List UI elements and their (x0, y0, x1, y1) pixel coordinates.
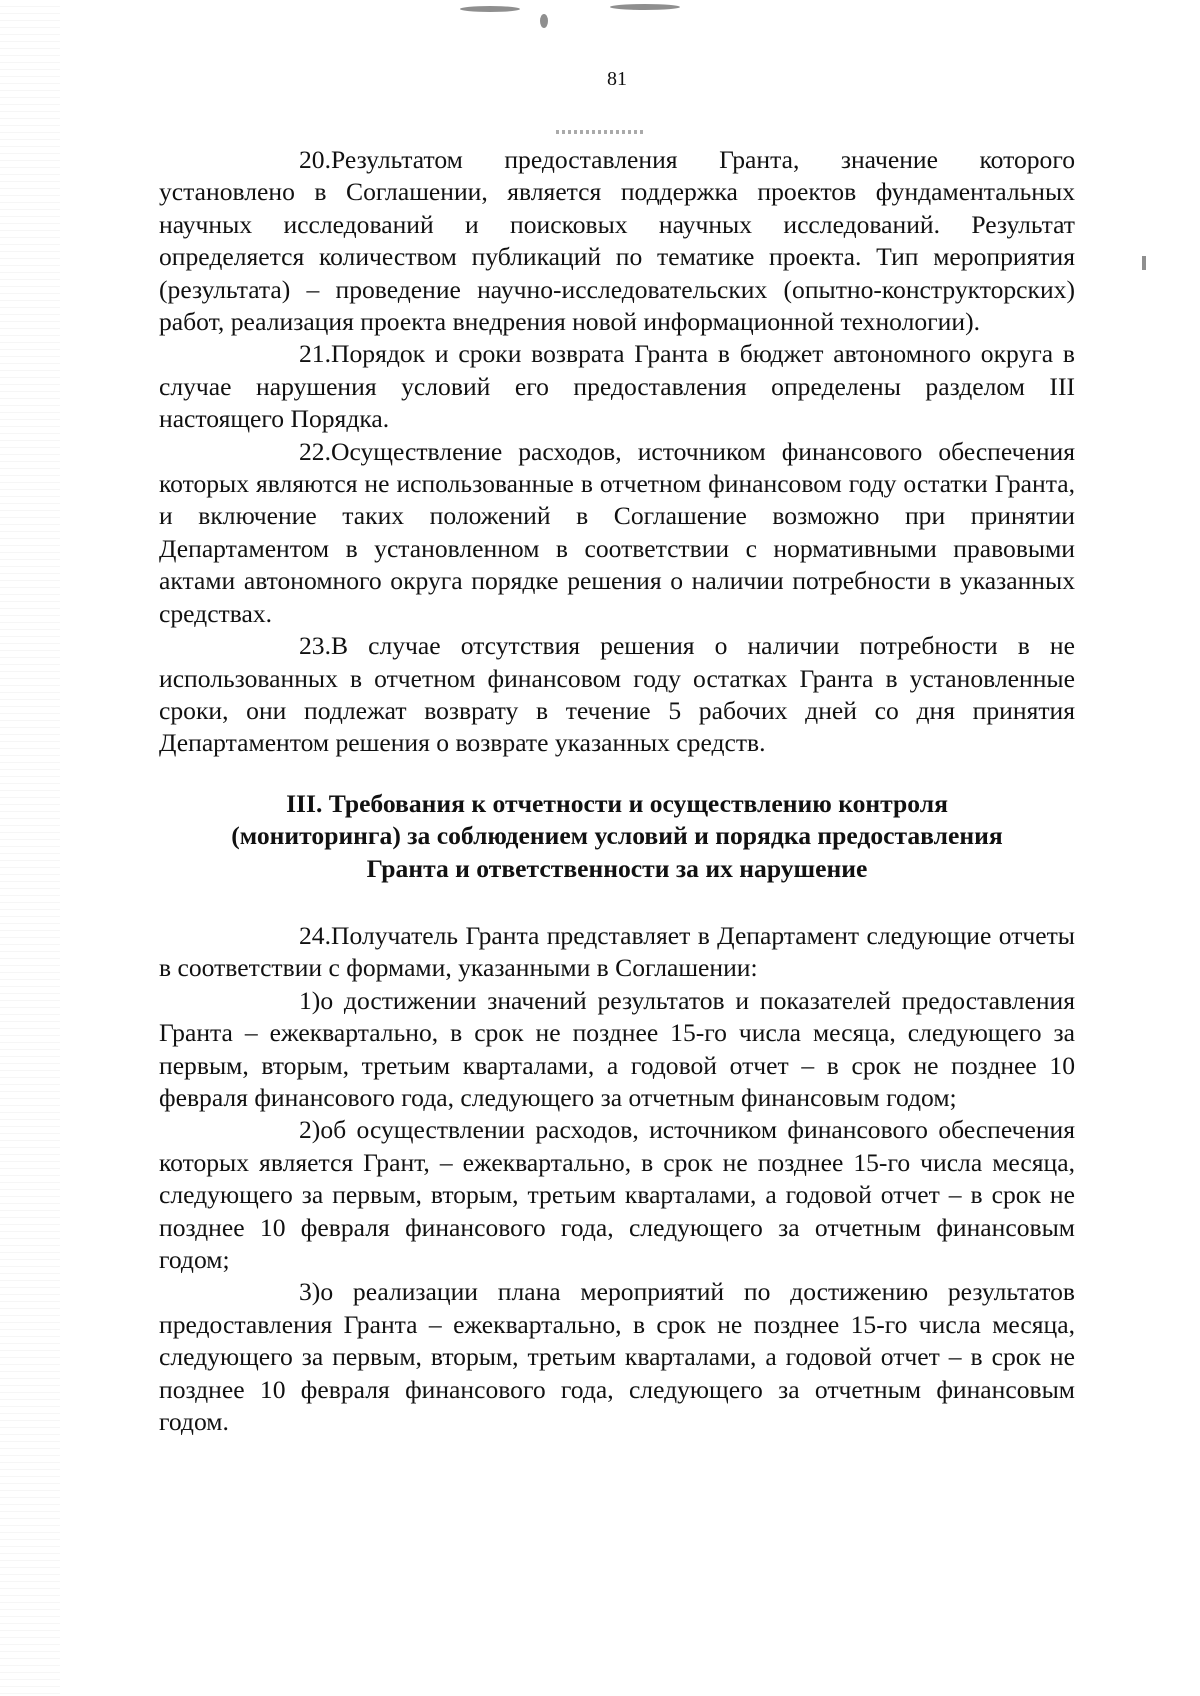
list-item-text: о реализации плана мероприятий по достижению результатов предоставления Гранта – ежеквартально, в срок не позднее 15-го числа месяца, следующего за первым, вторым, третьим кварталами, а годовой отчет – в срок не позднее 10 февраля финансового года, следующего за отчетным финансовым годом. (159, 1277, 1075, 1437)
section-heading-line-2: (мониторинга) за соблюдением условий и порядка предоставления (231, 821, 1003, 851)
list-item-2 (159, 1114, 1075, 1276)
page-number: 81 (607, 68, 627, 90)
list-item-1 (159, 985, 1075, 1115)
paragraph-23 (159, 630, 1075, 760)
list-item-number: 3) (299, 1277, 321, 1307)
list-item-3 (159, 1276, 1075, 1438)
list-item-number: 2) (299, 1115, 321, 1145)
document-body (159, 144, 1075, 1438)
scan-dash-mark (556, 130, 646, 134)
paragraph-text: Порядок и сроки возврата Гранта в бюджет автономного округа в случае нарушения условий его предоставления определены разделом III настоящего Порядка. (159, 339, 1075, 434)
list-item-text: об осуществлении расходов, источником финансового обеспечения которых является Грант, – ежеквартально, в срок не позднее 15-го числа месяца, следующего за первым, вторым, третьим кварталами, а годовой отчет – в срок не позднее 10 февраля финансового года, следующего за отчетным финансовым годом; (159, 1115, 1075, 1274)
section-heading-line-1: III. Требования к отчетности и осуществлению контроля (286, 788, 948, 818)
paragraph-text: Результатом предоставления Гранта, значение которого установлено в Соглашении, является поддержка проектов фундаментальных научных исследований и поисковых научных исследований. Результат определяется количеством публикаций по тематике проекта. Тип мероприятия (результата) – проведение научно-исследовательских (опытно-конструкторских) работ, реализация проекта внедрения новой информационной технологии). (159, 145, 1075, 337)
section-heading (159, 788, 1075, 885)
paragraph-24 (159, 920, 1075, 985)
paragraph-number: 23. (299, 631, 331, 661)
scan-side-mark (1142, 256, 1146, 270)
paragraph-20 (159, 144, 1075, 338)
paragraph-number: 20. (299, 145, 331, 174)
paragraph-text: Получатель Гранта представляет в Департамент следующие отчеты в соответствии с формами, указанными в Соглашении: (159, 920, 1075, 983)
list-item-number: 1) (299, 985, 321, 1015)
paragraph-22 (159, 436, 1075, 630)
paragraph-number: 22. (299, 436, 331, 466)
paragraph-number: 21. (299, 339, 331, 369)
paragraph-text: В случае отсутствия решения о наличии потребности в не использованных в отчетном финансовом году остатках Гранта в установленные сроки, они подлежат возврату в течение 5 рабочих дней со дня принятия Департаментом решения о возврате указанных средств. (159, 631, 1075, 758)
section-heading-line-3: Гранта и ответственности за их нарушение (366, 853, 868, 883)
list-item-text: о достижении значений результатов и показателей предоставления Гранта – ежеквартально, в срок не позднее 15-го числа месяца, следующего за первым, вторым, третьим кварталами, а годовой отчет – в срок не позднее 10 февраля финансового года, следующего за отчетным финансовым годом; (159, 985, 1075, 1112)
scan-top-artifact (440, 0, 750, 30)
paragraph-number: 24. (299, 920, 331, 950)
paragraph-text: Осуществление расходов, источником финансового обеспечения которых являются не использованные в отчетном финансовом году остатки Гранта, и включение таких положений в Соглашение возможно при принятии Департаментом в установленном в соответствии с нормативными правовыми актами автономного округа порядке решения о наличии потребности в указанных средствах. (159, 436, 1075, 628)
paragraph-21 (159, 338, 1075, 435)
scan-edge-noise (0, 0, 60, 1696)
